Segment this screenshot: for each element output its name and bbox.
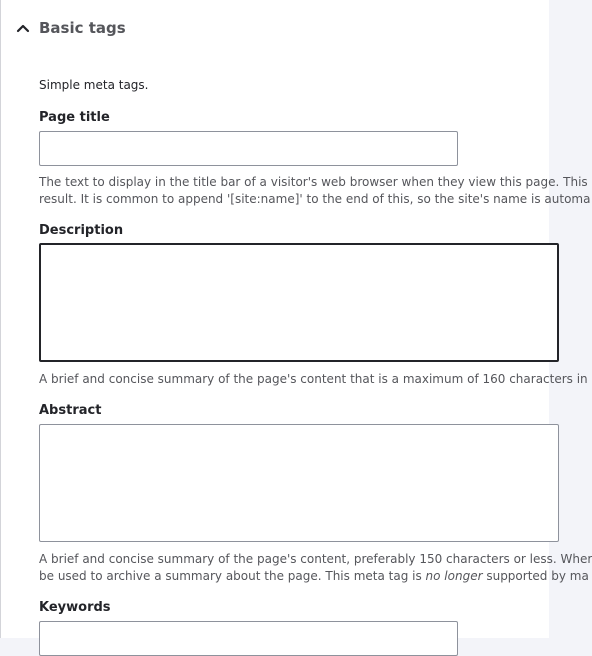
abstract-help-line-2-start: be used to archive a summary about the page. This meta tag is xyxy=(39,569,426,583)
abstract-label: Abstract xyxy=(39,403,102,418)
section-description: Simple meta tags. xyxy=(39,78,149,92)
abstract-help-line-2-end: supported by ma xyxy=(482,569,589,583)
abstract-help xyxy=(39,551,592,585)
page-title-input[interactable] xyxy=(39,131,458,166)
page-title-help xyxy=(39,174,590,208)
abstract-textarea[interactable] xyxy=(39,424,559,542)
description-help: A brief and concise summary of the page's content that is a maximum of 160 characters in xyxy=(39,372,588,386)
description-textarea[interactable] xyxy=(39,243,559,362)
keywords-label: Keywords xyxy=(39,600,111,615)
section-title: Basic tags xyxy=(39,19,126,37)
keywords-input[interactable] xyxy=(39,621,458,656)
page-title-label: Page title xyxy=(39,110,110,125)
page-title-help-line-2: result. It is common to append '[site:name]' to the end of this, so the site's name is automa xyxy=(39,192,591,206)
abstract-help-emphasis: no longer xyxy=(425,569,483,583)
description-label: Description xyxy=(39,223,124,238)
abstract-help-line-2 xyxy=(39,568,592,585)
abstract-help-line-1: A brief and concise summary of the page's content, preferably 150 characters or less. Wher xyxy=(39,552,592,566)
chevron-up-icon xyxy=(15,20,31,36)
basic-tags-toggle[interactable] xyxy=(15,16,126,40)
page-title-help-line-1: The text to display in the title bar of a visitor's web browser when they view this page. This xyxy=(39,175,588,189)
